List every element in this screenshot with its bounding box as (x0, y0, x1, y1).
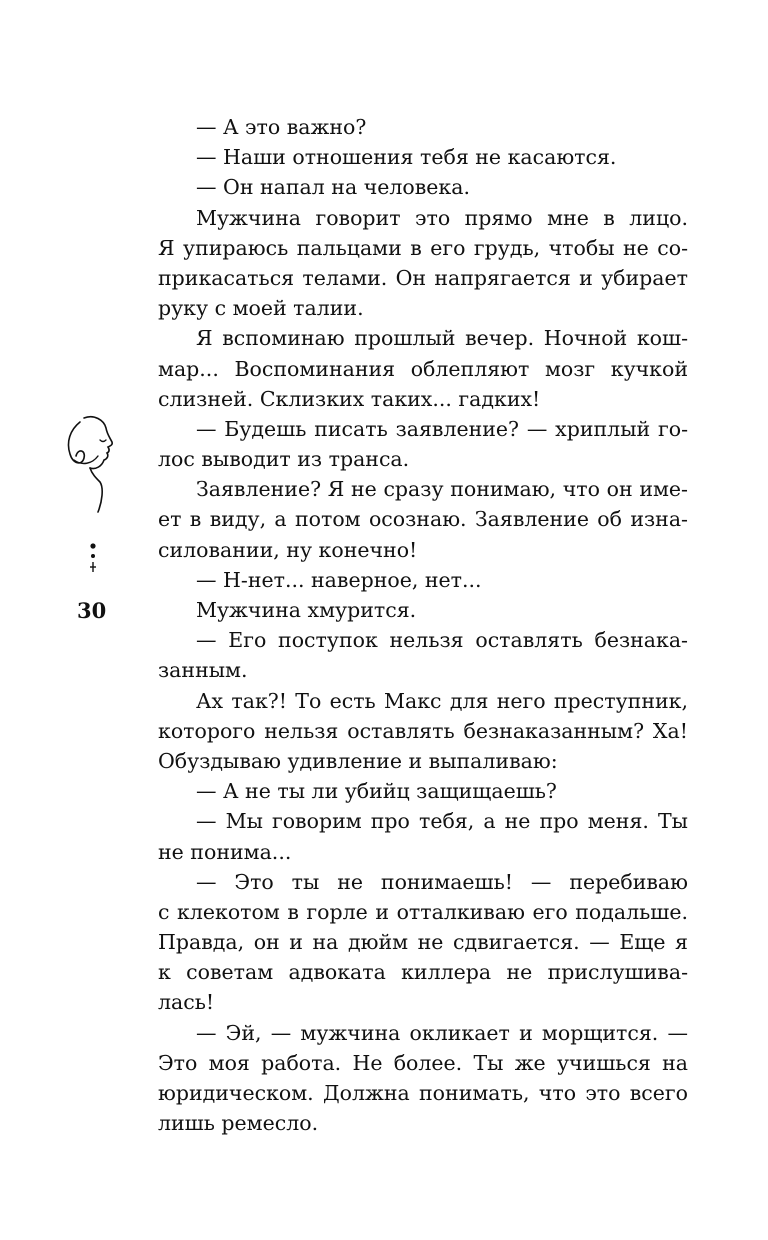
text-line: лишь ремесло. (158, 1111, 319, 1136)
text-line: лос выводит из транса. (158, 447, 410, 472)
text-line: Мужчина говорит это прямо мне в лицо. (196, 205, 688, 230)
text-line: слизней. Склизких таких... гадких! (158, 386, 541, 411)
text-line: — Будешь писать заявление? — хриплый го- (196, 416, 688, 441)
text-line: к советам адвоката киллера не прислушива- (158, 960, 688, 985)
text-line: прикасаться телами. Он напрягается и убирает (158, 265, 688, 290)
text-line: Мужчина хмурится. (196, 598, 417, 622)
text-line: — Мы говорим про тебя, а не про меня. Ты (196, 809, 688, 834)
text-line: Заявление? Я не сразу понимаю, что он име- (196, 477, 688, 502)
text-line: юридическом. Должна понимать, что это всего (158, 1081, 688, 1105)
text-line: — Он напал на человека. (196, 175, 470, 200)
text-line: — А это важно? (196, 115, 367, 139)
text-line: ет в виду, а потом осознаю. Заявление об изна- (158, 507, 688, 532)
text-line: — Эй, — мужчина окликает и морщится. — (196, 1020, 688, 1045)
text-line: мар... Воспоминания облепляют мозг кучкой (158, 356, 688, 381)
text-line: с клекотом в горле и отталкиваю его подальше. (158, 899, 688, 924)
text-line: — Его поступок нельзя оставлять безнака- (196, 628, 688, 653)
text-line: которого нельзя оставлять безнаказанным? Ха! (158, 718, 688, 743)
text-line: — Это ты не понимаешь! — перебиваю (196, 869, 688, 894)
text-line: — А не ты ли убийц защищаешь? (196, 779, 557, 804)
text-line: руку с моей талии. (158, 296, 364, 321)
dots-divider-icon (86, 542, 100, 578)
text-line: не понима... (158, 839, 292, 864)
text-line: занным. (158, 658, 248, 683)
text-line: Правда, он и на дюйм не сдвигается. — Еще я (158, 930, 688, 955)
text-line: лась! (158, 990, 215, 1015)
text-line: — Наши отношения тебя не касаются. (196, 145, 617, 170)
text-line: силовании, ну конечно! (158, 537, 418, 562)
text-line: Я упираюсь пальцами в его грудь, чтобы не со- (158, 235, 688, 260)
body-text (158, 112, 688, 1138)
text-line: Ах так?! То есть Макс для него преступник, (196, 688, 688, 713)
text-line: Обуздываю удивление и выпаливаю: (158, 748, 558, 773)
page-number: 30 (77, 598, 107, 623)
text-line: — Н-нет... наверное, нет... (196, 567, 482, 592)
face-profile-ornament-icon (60, 412, 130, 524)
text-line: Я вспоминаю прошлый вечер. Ночной кош- (196, 326, 688, 351)
text-line: Это моя работа. Не более. Ты же учишься на (158, 1050, 688, 1075)
